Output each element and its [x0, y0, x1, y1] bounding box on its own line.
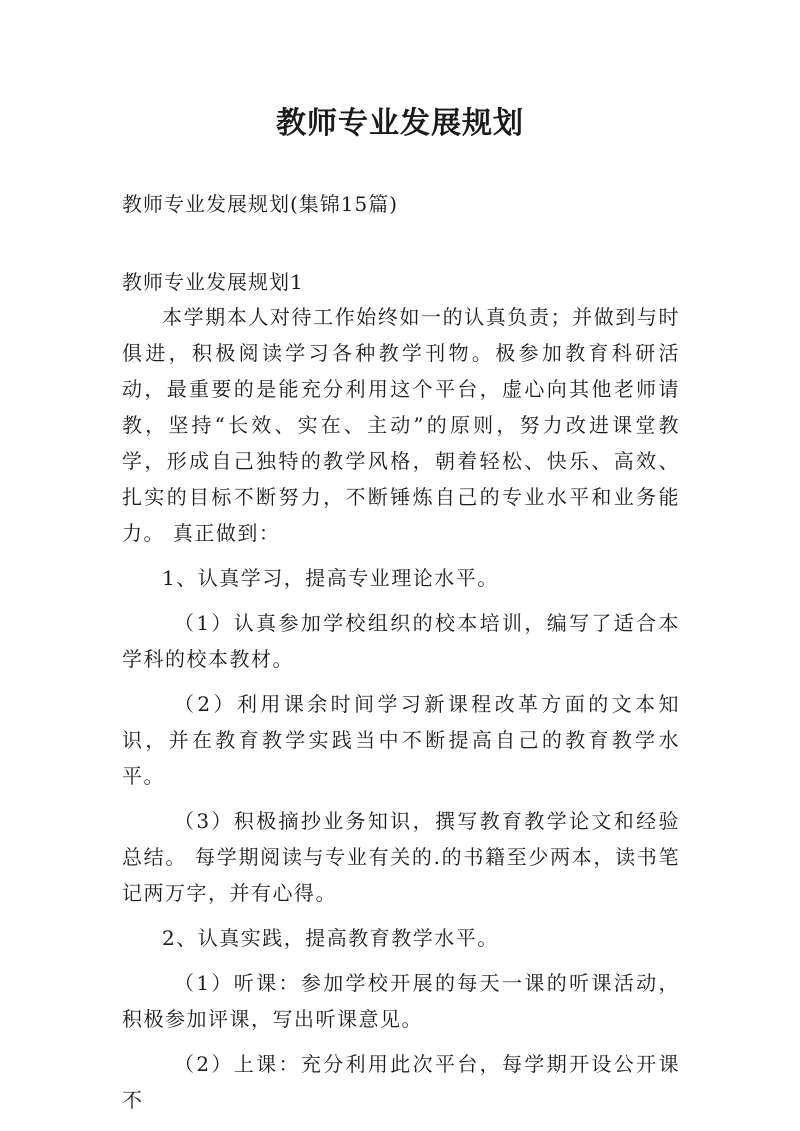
paragraph-point-1: 1、认真学习，提高专业理论水平。 — [162, 566, 499, 590]
document-title: 教师专业发展规划 — [276, 106, 524, 141]
paragraph-item-2-1: （1）听课：参加学校开展的每天一课的听课活动，积极参加评课，写出听课意见。 — [122, 971, 680, 1031]
paragraph-item-1-2: （2）利用课余时间学习新课程改革方面的文本知识，并在教育教学实践当中不断提高自己的教育教学水平。 — [122, 692, 680, 788]
paragraph-intro: 本学期本人对待工作始终如一的认真负责；并做到与时俱进，积极阅读学习各种教学刊物。极参加教育科研活动，最重要的是能充分利用这个平台，虚心向其他老师请教，坚持“长效、实在、主动”的原则，努力改进课堂教学，形成自己独特的教学风格，朝着轻松、快乐、高效、扎实的目标不断努力，不断锤炼自己的专业水平和业务能力。 真正做到： — [122, 305, 680, 545]
document-subtitle: 教师专业发展规划(集锦15篇) — [122, 192, 399, 216]
document-body — [122, 299, 680, 1118]
paragraph-item-2-2: （2）上课：充分利用此次平台，每学期开设公开课不 — [122, 1052, 680, 1112]
paragraph-item-1-1: （1）认真参加学校组织的校本培训，编写了适合本学科的校本教材。 — [122, 611, 680, 671]
section-heading: 教师专业发展规划1 — [122, 270, 304, 294]
paragraph-item-1-3: （3）积极摘抄业务知识，撰写教育教学论文和经验总结。 每学期阅读与专业有关的.的书籍至少两本，读书笔记两万字，并有心得。 — [122, 809, 680, 905]
paragraph-point-2: 2、认真实践，提高教育教学水平。 — [162, 926, 499, 950]
